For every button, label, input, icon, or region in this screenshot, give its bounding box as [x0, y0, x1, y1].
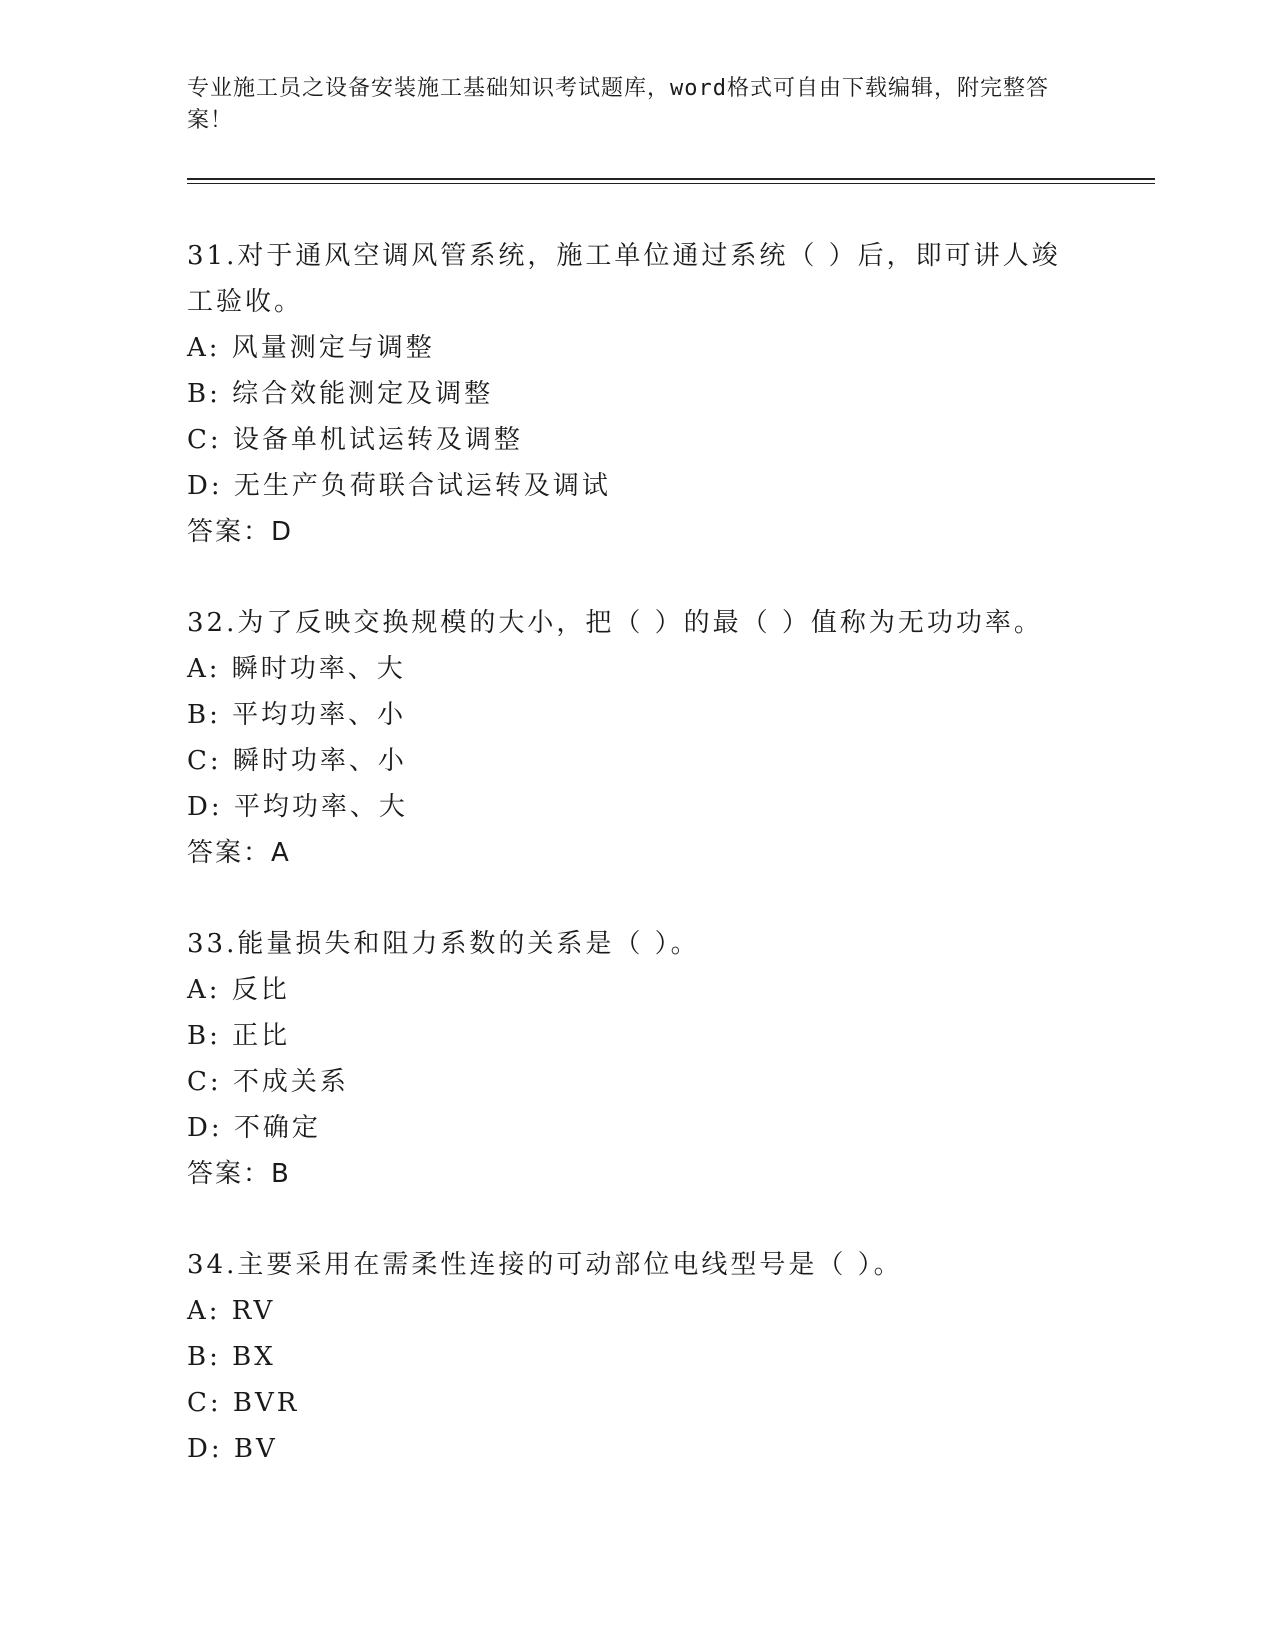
option-b: B: 综合效能测定及调整 — [187, 379, 494, 409]
option-c: C: BVR — [187, 1388, 300, 1418]
question-stem: 34.主要采用在需柔性连接的可动部位电线型号是（ ）。 — [187, 1250, 903, 1280]
option-c: C: 设备单机试运转及调整 — [187, 425, 523, 455]
option-a: A: RV — [187, 1296, 276, 1326]
question-31 — [187, 233, 1067, 555]
option-b: B: 正比 — [187, 1021, 291, 1051]
option-d: D: 平均功率、大 — [187, 792, 408, 822]
answer: 答案：D — [187, 517, 294, 547]
question-stem: 31.对于通风空调风管系统，施工单位通过系统（ ）后，即可讲人竣工验收。 — [187, 241, 1061, 317]
option-a: A: 风量测定与调整 — [187, 333, 435, 363]
question-34 — [187, 1242, 1067, 1472]
option-b: B: BX — [187, 1342, 276, 1372]
question-stem: 32.为了反映交换规模的大小，把（ ）的最（ ）值称为无功功率。 — [187, 608, 1043, 638]
option-a: A: 反比 — [187, 975, 290, 1005]
option-d: D: 无生产负荷联合试运转及调试 — [187, 471, 611, 501]
option-a: A: 瞬时功率、大 — [187, 654, 406, 684]
question-32 — [187, 600, 1067, 876]
option-c: C: 不成关系 — [187, 1067, 349, 1097]
header-divider-thin — [187, 183, 1155, 184]
option-d: D: 不确定 — [187, 1113, 321, 1143]
question-stem: 33.能量损失和阻力系数的关系是（ ）。 — [187, 929, 700, 959]
document-header-note: 专业施工员之设备安装施工基础知识考试题库，word格式可自由下载编辑，附完整答案！ — [187, 76, 1049, 133]
answer: 答案：B — [187, 1159, 291, 1189]
option-c: C: 瞬时功率、小 — [187, 746, 407, 776]
answer: 答案：A — [187, 838, 291, 868]
header-divider-thick — [187, 178, 1155, 180]
question-33 — [187, 921, 1067, 1197]
option-b: B: 平均功率、小 — [187, 700, 407, 730]
option-d: D: BV — [187, 1434, 278, 1464]
